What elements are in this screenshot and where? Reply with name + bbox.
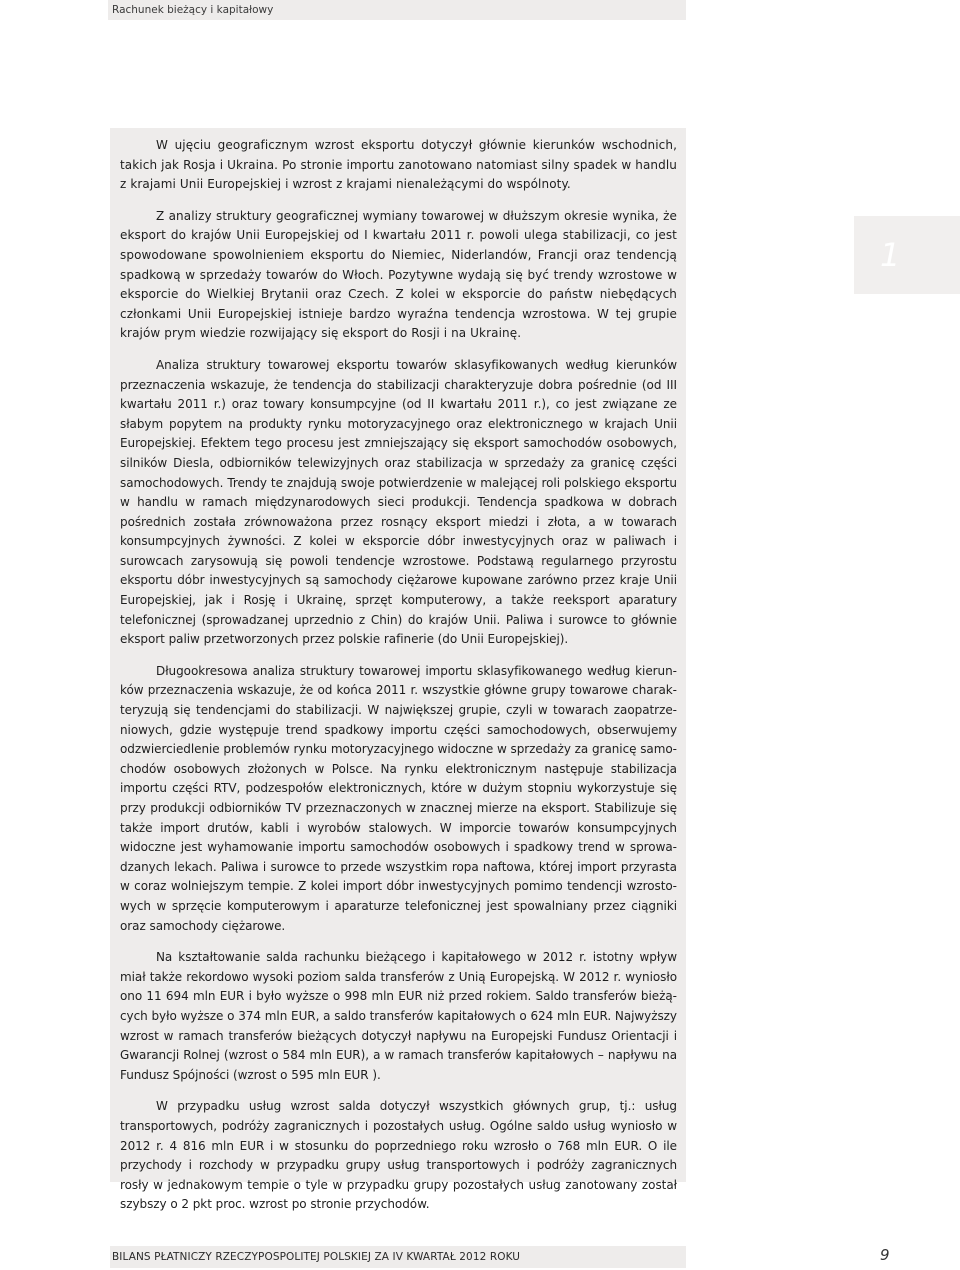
paragraph-services: W przypadku usług wzrost salda dotyczył wszystkich głównych grup, tj.: usług transportowych, podróży zagranicznych i pozostałych usług. Ogólne saldo usług wyniosło w 2012 r. 4 816 mln EUR i w stosunku do poprzedniego roku wzrosło o 768 mln EUR. O ile przychody i rozchody w przypadku grupy usług transportowych i podróży zagranicznych rosły w jednakowym tempie o tyle w przypadku grupy pozostałych usług zanotowany został szybszy o 2 pkt proc. wzrost po stronie przychodów. <box>120 1099 677 1212</box>
chapter-tab <box>854 216 960 294</box>
chapter-number: 1 <box>880 236 901 274</box>
page-number: 9 <box>880 1246 890 1264</box>
paragraph-geographic-export: W ujęciu geograficznym wzrost eksportu dotyczył głównie kierunków wschodnich, takich jak Rosja i Ukraina. Po stronie importu zanotowano natomiast silny spadek w handlu z krajami Unii Europejskiej i wzrost z krajami nienależącymi do wspólnoty. <box>120 138 677 192</box>
running-title: Rachunek bieżący i kapitałowy <box>112 4 274 16</box>
paragraph-export-commodity-structure: Analiza struktury towarowej eksportu towarów sklasyfikowanych według kierunków przeznaczenia wskazuje, że tendencja do stabilizacji charakteryzuje dobra pośrednie (od III kwartału 2011 r.) oraz towary konsumpcyjne (od II kwartału 2011 r.), co jest związane ze słabym popytem na produkty rynku motoryzacyjnego oraz elektronicznego w krajach Unii Europejskiej. Efektem tego procesu jest zmniejszający się eksport samochodów osobowych, silników Diesla, odbiorników telewizyjnych oraz stabilizacja w sprzedaży za granicę części samochodowych. Trendy te znajdują swoje potwierdzenie w malejącej roli polskiego eksportu w handlu w ramach międzynarodowych sieci produkcji. Tendencja spadkowa w dobrach pośrednich została zrównoważona przez rosnący eksport miedzi i złota, a w towarach konsumpcyjnych żywności. Z kolei w eksporcie dóbr inwestycyjnych oraz w paliwach i surowcach zarysowują się powoli tendencje wzrostowe. Podstawą regularnego przyrostu eksportu dóbr inwestycyjnych są samochody ciężarowe kupowane zarówno przez kraje Unii Europejskiej, jak i Rosję i Ukrainę, sprzęt komputerowy, a także reeksport aparatury telefonicznej (sprowadzanej uprzednio z Chin) do krajów Unii. Paliwa i surowce to głównie eksport paliw przetworzonych przez polskie rafinerie (do Unii Europejskiej). <box>120 357 677 647</box>
paragraph-eu-transfers: Na kształtowanie salda rachunku bieżącego i kapitałowego w 2012 r. istotny wpływ miał także rekordowo wysoki poziom salda transferów z Unią Europejską. W 2012 r. wyniosło ono 11 694 mln EUR i było wyższe o 998 mln EUR niż przed rokiem. Saldo transferów bieżących było wyższe o 374 mln EUR, a saldo transferów kapitałowych o 624 mln EUR. Najwyższy wzrost w ramach transferów bieżących dotyczył napływu na Europejski Fundusz Orientacji i Gwarancji Rolnej (wzrost o 584 mln EUR), a w ramach transferów kapitałowych – napływu na Fundusz Spójności (wzrost o 595 mln EUR ). <box>120 950 677 1082</box>
publication-title: BILANS PŁATNICZY RZECZYPOSPOLITEJ POLSKIEJ ZA IV KWARTAŁ 2012 ROKU <box>112 1251 521 1263</box>
body-text <box>120 136 677 1215</box>
paragraph-geographic-structure: Z analizy struktury geograficznej wymiany towarowej w dłuższym okresie wynika, że eksport do krajów Unii Europejskiej od I kwartału 2011 r. powoli ulega stabilizacji, co jest spowodowane spowolnieniem eksportu do Niemiec, Niderlandów, Francji oraz tendencją spadkową w sprzedaży towarów do Włoch. Pozytywne wydają się być trendy wzrostowe w eksporcie do Wielkiej Brytanii oraz Czech. Z kolei w eksporcie do państw niebędących członkami Unii Europejskiej istnieje bardzo wyraźna tendencja wzrostowa. W tej grupie krajów prym wiedzie rozwijający się eksport do Rosji i na Ukrainę. <box>120 208 677 341</box>
paragraph-import-commodity-structure: Długookresowa analiza struktury towarowej importu sklasyfikowanego według kierunków przeznaczenia wskazuje, że od końca 2011 r. wszystkie główne grupy towarowe charakteryzują się tendencjami do stabilizacji. W największej grupie, czyli w towarach zaopatrzeniowych, gdzie występuje trend spadkowy importu części samochodowych, obserwujemy odzwierciedlenie problemów rynku motoryzacyjnego widoczne w sprzedaży za granicę samochodów osobowych złożonych w Polsce. Na rynku elektronicznym następuje stabilizacja importu części RTV, podzespołów elektronicznych, które w dużym stopniu wykorzystuje się przy produkcji odbiorników TV przeznaczonych w znacznej mierze na eksport. Stabilizuje się także import drutów, kabli i wyrobów stalowych. W imporcie towarów konsumpcyjnych widoczne jest wyhamowanie importu samochodów osobowych i spadkowy trend w sprowadzanych lekach. Paliwa i surowce to przede wszystkim ropa naftowa, której import przyrasta w coraz wolniejszym tempie. Z kolei import dóbr inwestycyjnych pomimo tendencji wzrostowych w sprzęcie komputerowym i aparaturze telefonicznej jest spowalniany przez ciągniki oraz samochody ciężarowe. <box>120 663 678 933</box>
